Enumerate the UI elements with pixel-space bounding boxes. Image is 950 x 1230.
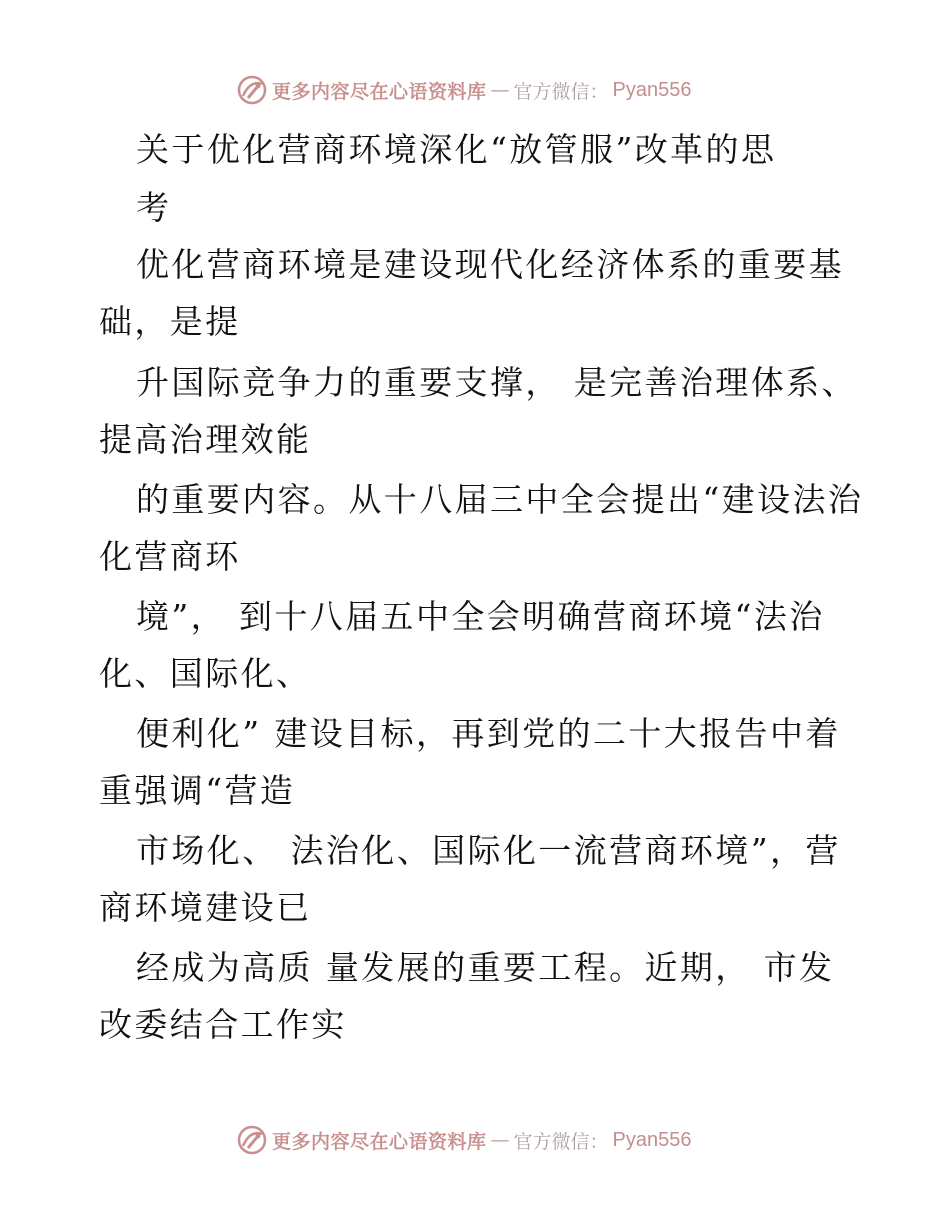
- document-text-line: 改委结合工作实: [99, 1005, 347, 1044]
- document-text-line: 重强调“营造: [99, 771, 296, 810]
- watermark-wechat-label: 官方微信：: [513, 80, 609, 103]
- document-text-line: 境”， 到十八届五中全会明确营商环境“法治: [136, 597, 825, 636]
- document-text-line: 便利化” 建设目标，再到党的二十大报告中着: [136, 714, 841, 753]
- document-text-line: 的重要内容。从十八届三中全会提出“建设法治: [136, 480, 864, 519]
- logo-icon: [236, 74, 268, 106]
- footer-watermark: [236, 1122, 692, 1158]
- document-title-line-1: 关于优化营商环境深化“放管服”改革的思: [136, 130, 777, 169]
- document-text-line: 商环境建设已: [99, 888, 312, 927]
- document-text-line: 市场化、 法治化、国际化一流营商环境”，营: [136, 831, 841, 870]
- document-text-line: 化营商环: [99, 537, 241, 576]
- header-watermark: [236, 72, 692, 108]
- document-title-line-2: 考: [136, 188, 172, 227]
- watermark-wechat-label: 官方微信：: [513, 1130, 609, 1153]
- watermark-site-text: 更多内容尽在心语资料库: [272, 80, 487, 103]
- watermark-separator: —: [490, 79, 510, 101]
- watermark-site-text: 更多内容尽在心语资料库: [272, 1130, 487, 1153]
- document-text-line: 提高治理效能: [99, 420, 312, 459]
- watermark-separator: —: [490, 1129, 510, 1151]
- logo-icon: [236, 1124, 268, 1156]
- watermark-wechat-id: Pyan556: [612, 1128, 692, 1151]
- document-text-line: 升国际竞争力的重要支撑， 是完善治理体系、: [136, 363, 857, 402]
- watermark-wechat-id: Pyan556: [612, 78, 692, 101]
- document-text-line: 经成为高质 量发展的重要工程。近期， 市发: [136, 948, 835, 987]
- document-text-line: 化、国际化、: [99, 654, 312, 693]
- document-text-line: 础，是提: [99, 302, 241, 341]
- document-text-line: 优化营商环境是建设现代化经济体系的重要基: [136, 245, 844, 284]
